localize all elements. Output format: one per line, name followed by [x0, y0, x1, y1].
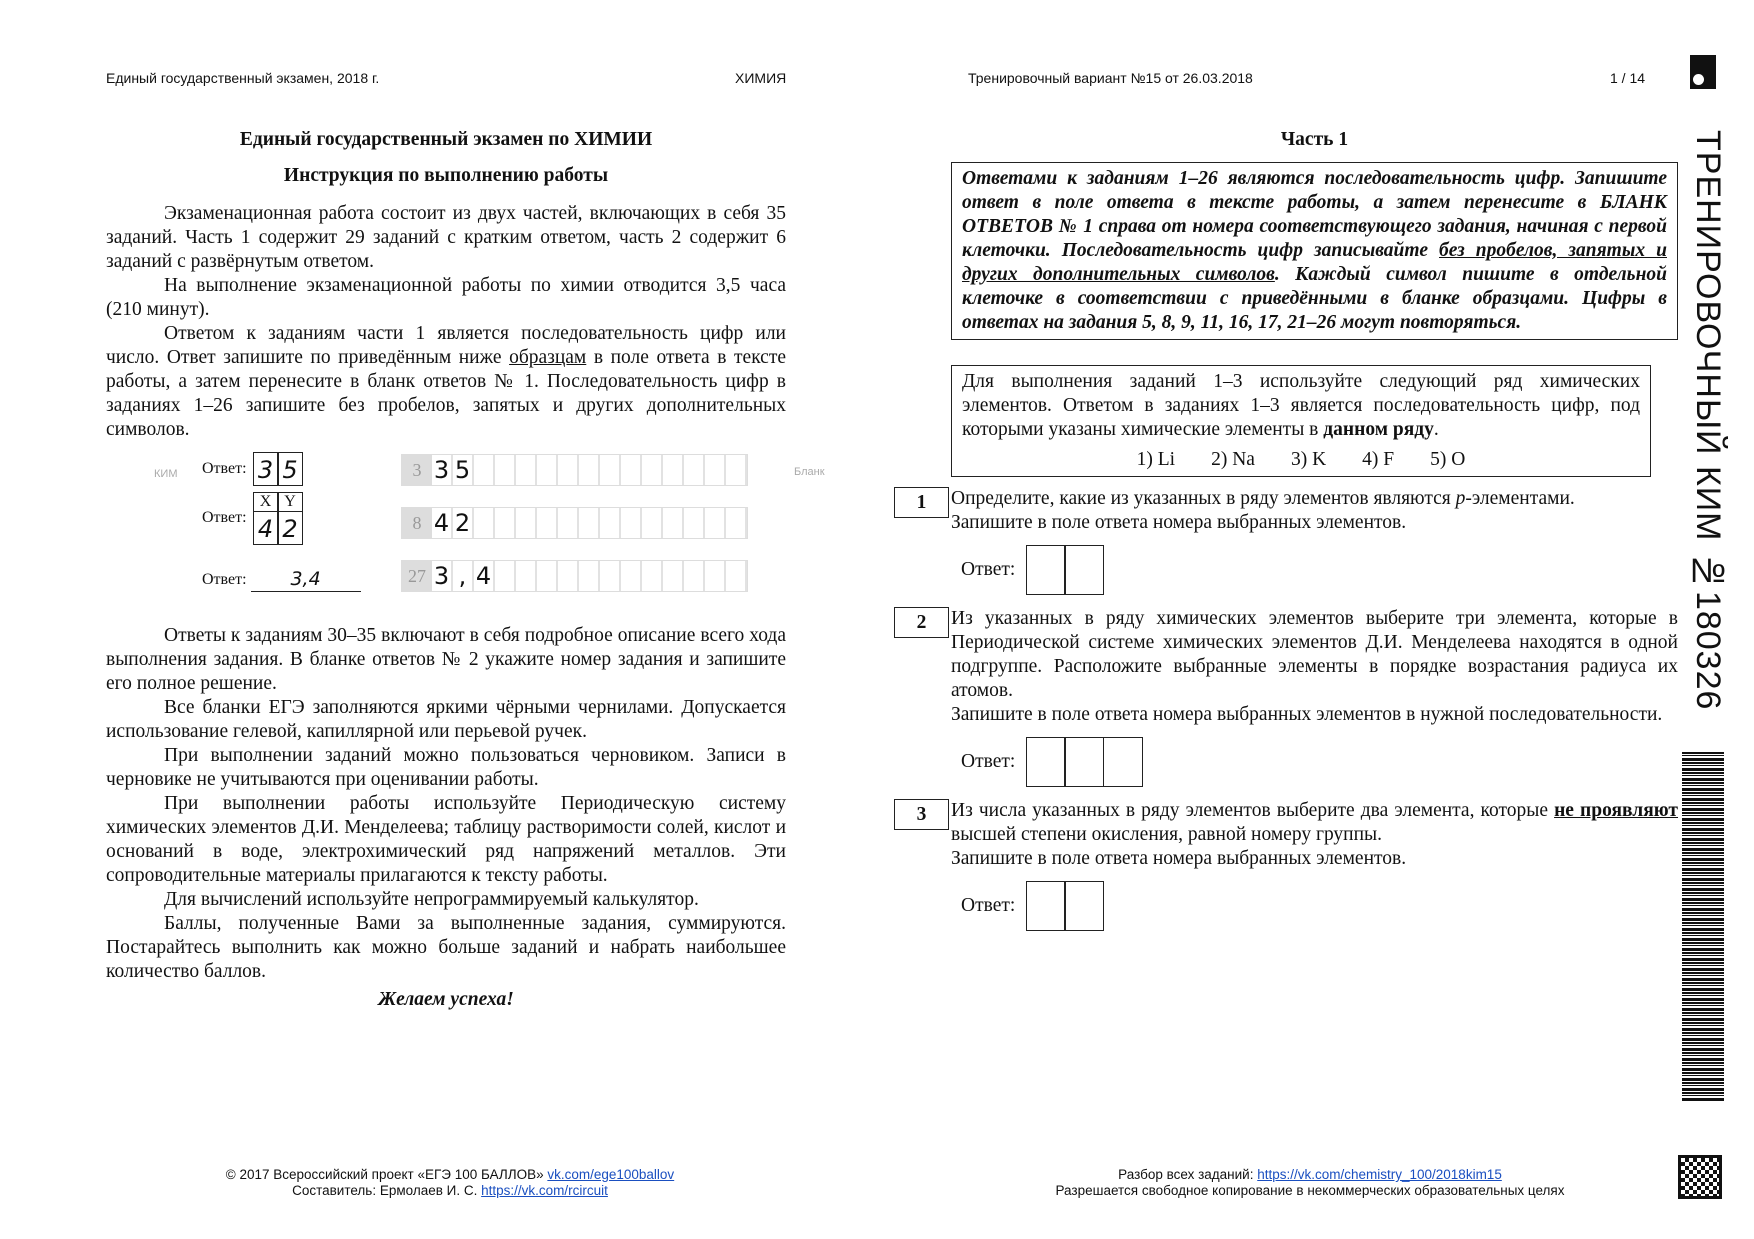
task-instruction: Запишите в поле ответа номера выбранных элементов в нужной последовательности. — [951, 704, 1663, 725]
blank-cell: 3 — [432, 455, 453, 485]
blank-sample-1 — [401, 454, 748, 486]
task-2 — [916, 607, 1678, 787]
elements-box — [951, 365, 1651, 477]
elements-list — [962, 448, 1640, 472]
task-3 — [916, 799, 1679, 931]
answer-label: Ответ: — [202, 509, 247, 527]
blank-number: 27 — [402, 561, 432, 591]
author-link[interactable]: https://vk.com/rcircuit — [481, 1183, 608, 1198]
paragraph: Все бланки ЕГЭ заполняются яркими чёрными чернилами. Допускается использование гелевой, капиллярной или перьевой ручек. — [106, 697, 786, 742]
task-number: 1 — [894, 487, 949, 518]
element-item: 5) O — [1430, 449, 1466, 470]
text: Для выполнения заданий 1–3 используйте следующий ряд химических элементов. Ответом в заданиях 1–3 является последовательность цифр, под которыми указаны химические элементы в — [962, 371, 1640, 440]
sample-cell: 3 — [253, 452, 279, 486]
blank-cell: 5 — [453, 455, 474, 485]
paragraph: На выполнение экзаменационной работы по химии отводится 3,5 часа (210 минут). — [106, 275, 786, 320]
sample-cell: 4 — [253, 511, 279, 545]
answer-samples — [106, 452, 825, 614]
element-item: 2) Na — [1211, 449, 1255, 470]
paragraph: Баллы, полученные Вами за выполненные задания, суммируются. Постарайтесь выполнить как можно больше заданий и набрать наибольшее количество баллов. — [106, 913, 786, 982]
element-item: 3) K — [1290, 449, 1327, 470]
blank-cell: 2 — [453, 508, 474, 538]
variant-vertical-label: ТРЕНИРОВОЧНЫЙ КИМ №180326 — [1689, 130, 1727, 711]
blank-cell: 3 — [432, 561, 453, 591]
task-text: Из указанных в ряду химических элементов выберите три элемента, которые в Периодической системе химических элементов Д.И. Менделеева находятся в одной подгруппе. Расположите выбранные элементы в порядке возрастания радиуса их атомов. — [951, 608, 1678, 701]
sample-value: 3,4 — [251, 567, 361, 592]
answer-cell[interactable] — [1103, 737, 1143, 787]
text: Составитель: Ермолаев И. С. — [292, 1183, 482, 1198]
sample-2 — [202, 492, 303, 545]
header-x: X — [253, 492, 279, 512]
element-item: 4) F — [1362, 449, 1395, 470]
part1-instructions-box — [951, 162, 1678, 340]
corner-marker-icon — [1690, 55, 1716, 89]
answer-cell[interactable] — [1026, 737, 1066, 787]
paragraph: Ответы к заданиям 30–35 включают в себя подробное описание всего хода выполнения задания. В бланке ответов № 2 укажите номер задания и запишите его полное решение. — [106, 625, 786, 694]
text: © 2017 Всероссийский проект «ЕГЭ 100 БАЛЛОВ» — [225, 1167, 548, 1182]
text: Ответами к заданиям 1–26 являются последовательность цифр. Запишите ответ в поле ответа в тексте работы, а затем перенесите в БЛАНК ОТВЕТОВ № 1 справа от номера соответствующего задания, начиная с первой клеточки. Последовательность цифр записывайте — [962, 168, 1667, 261]
blank-label: Бланк — [794, 466, 825, 478]
blank-number: 8 — [402, 508, 432, 538]
task-number: 3 — [894, 799, 949, 830]
paragraph: Экзаменационная работа состоит из двух частей, включающих в себя 35 заданий. Часть 1 содержит 29 заданий с кратким ответом, часть 2 содержит 6 заданий с развёрнутым ответом. — [106, 203, 786, 272]
answer-cell[interactable] — [1026, 545, 1066, 595]
paragraph: При выполнении работы используйте Периодическую систему химических элементов Д.И. Менделеева; таблицу растворимости солей, кислот и оснований в воде, электрохимический ряд напряжений металлов. Эти сопроводительные материалы прилагаются к тексту работы. — [106, 793, 786, 886]
text: Разбор всех заданий: — [1118, 1167, 1258, 1182]
kim-label: КИМ — [154, 468, 178, 480]
page-title: Единый государственный экзамен по ХИМИИ — [239, 129, 653, 150]
blank-cell: 4 — [474, 561, 495, 591]
answer-field[interactable] — [961, 881, 1678, 931]
sample-xy-table — [253, 492, 304, 545]
text: Определите, какие из указанных в ряду элементов являются — [951, 488, 1456, 509]
paragraph: Для вычислений используйте непрограммируемый калькулятор. — [164, 889, 699, 910]
answer-cell[interactable] — [1064, 545, 1104, 595]
answer-label: Ответ: — [961, 895, 1016, 916]
part-title: Часть 1 — [1280, 129, 1349, 150]
header-subject: ХИМИЯ — [735, 70, 787, 86]
task-number: 2 — [894, 607, 949, 638]
header-exam: Единый государственный экзамен, 2018 г. — [106, 70, 380, 86]
text: -элементами. — [1465, 488, 1575, 509]
page-number: 1 / 14 — [1610, 70, 1646, 86]
text: . Каждый символ пишите в отдельной клеточке в соответствии с приведёнными в бланке образцами. Цифры в ответах на задания 5, 8, 9, 11, 16, 17, 21–26 могут повторяться. — [962, 264, 1667, 333]
answer-field[interactable] — [961, 737, 1678, 787]
blank-cell: , — [453, 561, 474, 591]
answer-cell[interactable] — [1064, 881, 1104, 931]
task-1 — [916, 487, 1678, 595]
text: не проявляют — [1554, 800, 1679, 821]
text: без пробелов, запятых и других дополнительных символов — [962, 240, 1667, 285]
project-link[interactable]: vk.com/ege100ballov — [547, 1167, 675, 1182]
paragraph — [106, 322, 786, 442]
footer-right — [1000, 1167, 1620, 1199]
samples-link: образцам — [509, 347, 587, 368]
blank-sample-3 — [401, 560, 748, 592]
text: данном ряду — [1323, 419, 1434, 440]
text: в поле ответа в тексте работы, а затем перенесите в бланк ответов № 1. Последовательность цифр в заданиях 1–26 запишите без пробелов, запятых и других дополнительных символов. — [106, 347, 787, 440]
footer-left — [150, 1167, 750, 1199]
text: высшей степени окисления, равной номеру группы. — [951, 824, 1383, 845]
blank-sample-2 — [401, 507, 748, 539]
qr-code-icon — [1678, 1155, 1722, 1199]
part1-column — [916, 128, 1679, 943]
blank-number: 3 — [402, 455, 432, 485]
instructions-title: Инструкция по выполнению работы — [283, 165, 609, 186]
sample-3 — [202, 567, 361, 592]
task-instruction: Запишите в поле ответа номера выбранных элементов. — [951, 848, 1407, 869]
wish-text: Желаем успеха! — [378, 989, 514, 1010]
sample-1 — [202, 452, 303, 486]
answer-label: Ответ: — [961, 751, 1016, 772]
instructions-column — [106, 128, 825, 1012]
text: p — [1455, 488, 1466, 509]
sample-cell: 5 — [277, 452, 303, 486]
answer-label: Ответ: — [202, 460, 247, 477]
paragraph: При выполнении заданий можно пользоваться черновиком. Записи в черновике не учитываются при оценивании работы. — [106, 745, 786, 790]
header-variant: Тренировочный вариант №15 от 26.03.2018 — [968, 70, 1253, 86]
answer-cell[interactable] — [1026, 881, 1066, 931]
text: . — [1433, 419, 1439, 440]
answer-cell[interactable] — [1064, 737, 1104, 787]
copyright-note: Разрешается свободное копирование в некоммерческих образовательных целях — [1055, 1183, 1565, 1198]
answer-field[interactable] — [961, 545, 1678, 595]
barcode-icon — [1682, 752, 1724, 1102]
text: Ответом к заданиям части 1 является последовательность цифр или число. Ответ запишите по приведённым ниже — [106, 323, 786, 368]
sample-cell: 2 — [277, 511, 303, 545]
answer-label: Ответ: — [202, 570, 247, 588]
header-y: Y — [277, 492, 303, 512]
task-instruction: Запишите в поле ответа номера выбранных элементов. — [951, 512, 1407, 533]
solutions-link[interactable]: https://vk.com/chemistry_100/2018kim15 — [1257, 1167, 1502, 1182]
text: Из числа указанных в ряду элементов выберите два элемента, которые — [951, 800, 1555, 821]
blank-cell: 4 — [432, 508, 453, 538]
answer-label: Ответ: — [961, 559, 1016, 580]
element-item: 1) Li — [1136, 449, 1176, 470]
